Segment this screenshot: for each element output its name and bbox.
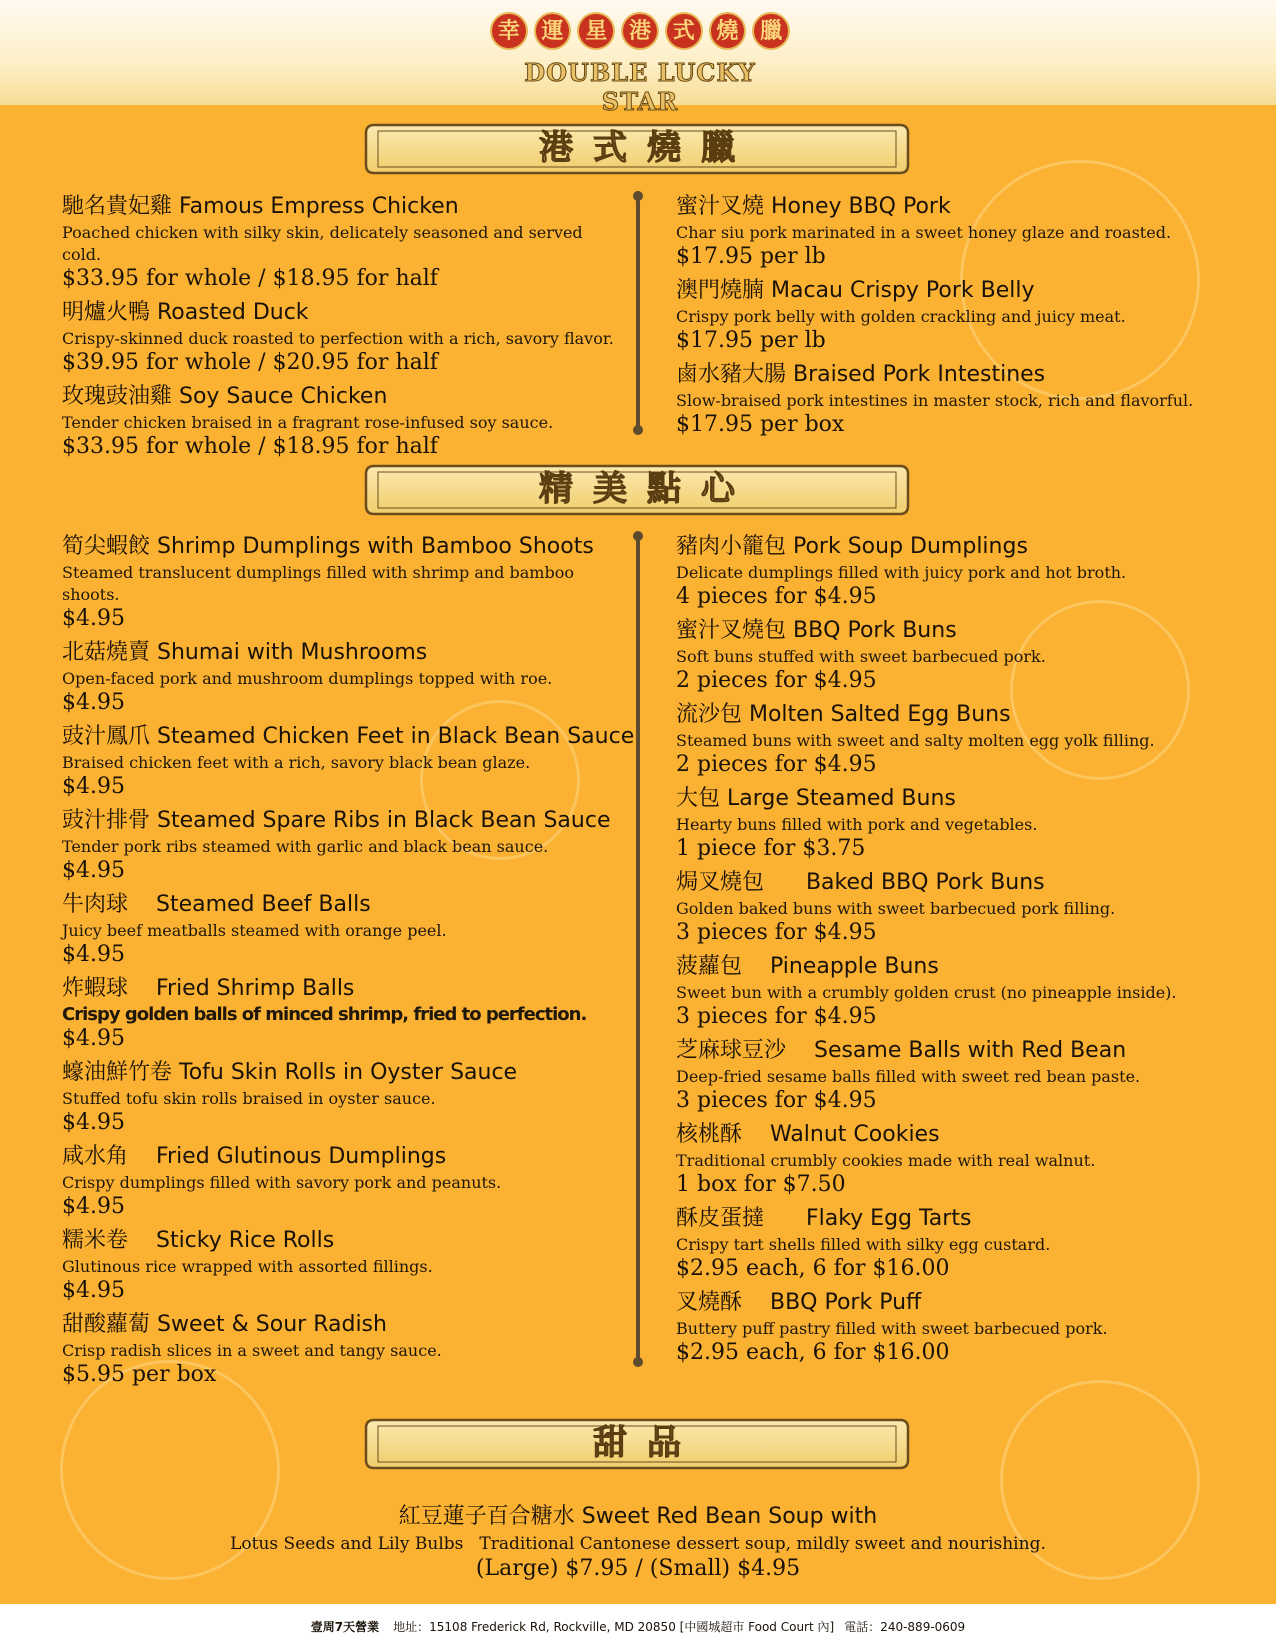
item-price: $4.95 — [62, 1278, 125, 1303]
dessert-item — [0, 1502, 1276, 1582]
item-name: 酥皮蛋撻 Flaky Egg Tarts — [676, 1206, 972, 1231]
menu-item — [62, 1310, 622, 1388]
item-description: Traditional Cantonese dessert soup, mildly sweet and nourishing. — [479, 1534, 1046, 1554]
dimsum-left-column — [62, 532, 635, 1394]
item-description: Traditional crumbly cookies made with real walnut. — [676, 1151, 1096, 1170]
item-name: 焗叉燒包 Baked BBQ Pork Buns — [676, 870, 1045, 895]
item-name: 咸水角 Fried Glutinous Dumplings — [62, 1144, 447, 1169]
item-name: 紅豆蓮子百合糖水 Sweet Red Bean Soup with — [398, 1504, 878, 1529]
menu-item — [62, 974, 622, 1052]
item-price: 4 pieces for $4.95 — [676, 584, 877, 609]
item-description: Soft buns stuffed with sweet barbecued pork. — [676, 647, 1046, 666]
logo-char: 星 — [577, 12, 615, 50]
menu-item — [676, 784, 1236, 862]
column-divider — [636, 536, 640, 1362]
item-name: 菠蘿包 Pineapple Buns — [676, 954, 939, 979]
item-name: 甜酸蘿蔔 Sweet & Sour Radish — [62, 1312, 387, 1337]
logo-char: 式 — [665, 12, 703, 50]
menu-item — [676, 952, 1236, 1030]
menu-item — [676, 532, 1236, 610]
item-price: 1 piece for $3.75 — [676, 836, 866, 861]
item-name: 牛肉球 Steamed Beef Balls — [62, 892, 371, 917]
dimsum-right-column — [676, 532, 1236, 1372]
column-divider — [636, 196, 640, 430]
footer-bar — [0, 1604, 1276, 1650]
item-name: 大包 Large Steamed Buns — [676, 786, 956, 811]
item-name: 蠔油鮮竹卷 Tofu Skin Rolls in Oyster Sauce — [62, 1060, 518, 1085]
item-price: 1 box for $7.50 — [676, 1172, 846, 1197]
logo-char: 燒 — [709, 12, 747, 50]
menu-item — [676, 868, 1236, 946]
menu-item — [62, 1142, 622, 1220]
menu-item — [676, 1120, 1236, 1198]
item-name: 鹵水豬大腸 Braised Pork Intestines — [676, 362, 1046, 387]
item-description: Crisp radish slices in a sweet and tangy sauce. — [62, 1341, 442, 1360]
menu-item — [676, 1288, 1236, 1366]
item-description: Steamed translucent dumplings filled with shrimp and bamboo shoots. — [62, 563, 574, 604]
item-name: 核桃酥 Walnut Cookies — [676, 1122, 940, 1147]
item-description: Golden baked buns with sweet barbecued pork filling. — [676, 899, 1116, 918]
item-price: $33.95 for whole / $18.95 for half — [62, 266, 438, 291]
menu-item — [676, 1036, 1236, 1114]
item-description: Buttery puff pastry filled with sweet barbecued pork. — [676, 1319, 1108, 1338]
item-name: 流沙包 Molten Salted Egg Buns — [676, 702, 1011, 727]
item-price: $4.95 — [62, 1110, 125, 1135]
item-name: 明爐火鴨 Roasted Duck — [62, 300, 309, 325]
logo-char: 幸 — [490, 12, 528, 50]
item-name: 糯米卷 Sticky Rice Rolls — [62, 1228, 335, 1253]
dessert-detail-row — [0, 1532, 1276, 1556]
item-name: 蜜汁叉燒包 BBQ Pork Buns — [676, 618, 957, 643]
business-hours: 壹周7天營業 — [310, 1620, 380, 1634]
section-banner-dessert — [362, 1416, 912, 1472]
item-description: Crispy pork belly with golden crackling and juicy meat. — [676, 307, 1126, 326]
item-price: $4.95 — [62, 1194, 125, 1219]
menu-item — [62, 382, 622, 460]
item-description: Steamed buns with sweet and salty molten egg yolk filling. — [676, 731, 1155, 750]
menu-item — [62, 806, 622, 884]
item-name: 筍尖蝦餃 Shrimp Dumplings with Bamboo Shoots — [62, 534, 594, 559]
section-banner-roast — [362, 121, 912, 177]
section-title: 精美點心 — [539, 469, 755, 509]
brand-logo — [490, 12, 790, 116]
logo-chinese-name — [490, 12, 790, 50]
logo-char: 港 — [621, 12, 659, 50]
item-price: $39.95 for whole / $20.95 for half — [62, 350, 438, 375]
item-price: $17.95 per box — [676, 412, 845, 437]
item-price: $4.95 — [62, 858, 125, 883]
item-name-continued: Lotus Seeds and Lily Bulbs — [230, 1534, 464, 1554]
item-price: 3 pieces for $4.95 — [676, 1088, 877, 1113]
item-name: 北菇燒賣 Shumai with Mushrooms — [62, 640, 428, 665]
item-price: 3 pieces for $4.95 — [676, 920, 877, 945]
logo-char: 運 — [534, 12, 572, 50]
item-description: Char siu pork marinated in a sweet honey glaze and roasted. — [676, 223, 1172, 242]
item-price: $33.95 for whole / $18.95 for half — [62, 434, 438, 459]
item-name: 馳名貴妃雞 Famous Empress Chicken — [62, 194, 459, 219]
item-price: $2.95 each, 6 for $16.00 — [676, 1340, 950, 1365]
phone-number: 電話：240-889-0609 — [844, 1620, 966, 1634]
item-price: 2 pieces for $4.95 — [676, 668, 877, 693]
roast-right-column — [676, 192, 1236, 444]
item-price: $17.95 per lb — [676, 244, 826, 269]
menu-item — [62, 298, 622, 376]
section-banner-dimsum — [362, 462, 912, 518]
menu-item — [62, 638, 622, 716]
item-price: $5.95 per box — [62, 1362, 217, 1387]
item-name: 澳門燒腩 Macau Crispy Pork Belly — [676, 278, 1035, 303]
menu-item — [676, 616, 1236, 694]
item-description: Braised chicken feet with a rich, savory black bean glaze. — [62, 753, 531, 772]
logo-char: 臘 — [752, 12, 790, 50]
item-description: Hearty buns filled with pork and vegetables. — [676, 815, 1038, 834]
logo-english-name: DOUBLE LUCKY STAR — [524, 58, 756, 116]
item-price: $4.95 — [62, 1026, 125, 1051]
item-name: 豉汁鳳爪 Steamed Chicken Feet in Black Bean Sauce — [62, 724, 635, 749]
item-name: 豬肉小籠包 Pork Soup Dumplings — [676, 534, 1028, 559]
item-description: Crispy tart shells filled with silky egg custard. — [676, 1235, 1051, 1254]
menu-item — [676, 1204, 1236, 1282]
menu-item — [62, 722, 635, 800]
item-description: Slow-braised pork intestines in master stock, rich and flavorful. — [676, 391, 1194, 410]
item-description: Poached chicken with silky skin, delicately seasoned and served cold. — [62, 223, 583, 264]
roast-left-column — [62, 192, 622, 466]
menu-item — [62, 890, 622, 968]
section-title: 甜品 — [593, 1423, 701, 1463]
item-price: $4.95 — [62, 606, 125, 631]
item-name: 芝麻球豆沙 Sesame Balls with Red Bean — [676, 1038, 1127, 1063]
item-price: $2.95 each, 6 for $16.00 — [676, 1256, 950, 1281]
menu-item — [676, 192, 1236, 270]
address: 地址：15108 Frederick Rd, Rockville, MD 20850 [中國城超市 Food Court 內] — [393, 1620, 835, 1634]
item-description: Delicate dumplings filled with juicy pork and hot broth. — [676, 563, 1127, 582]
header-band — [0, 0, 1276, 116]
item-price: 2 pieces for $4.95 — [676, 752, 877, 777]
item-price: 3 pieces for $4.95 — [676, 1004, 877, 1029]
item-name: 炸蝦球 Fried Shrimp Balls — [62, 976, 355, 1001]
item-description: Sweet bun with a crumbly golden crust (no pineapple inside). — [676, 983, 1177, 1002]
item-name: 叉燒酥 BBQ Pork Puff — [676, 1290, 922, 1315]
item-name: 豉汁排骨 Steamed Spare Ribs in Black Bean Sauce — [62, 808, 611, 833]
item-description: Crispy dumplings filled with savory pork and peanuts. — [62, 1173, 502, 1192]
item-description: Crispy golden balls of minced shrimp, fried to perfection. — [62, 1004, 587, 1025]
menu-item — [62, 192, 622, 292]
item-description: Juicy beef meatballs steamed with orange peel. — [62, 921, 447, 940]
item-price: $4.95 — [62, 774, 125, 799]
item-price: $4.95 — [62, 942, 125, 967]
item-description: Tender chicken braised in a fragrant rose-infused soy sauce. — [62, 413, 554, 432]
item-description: Glutinous rice wrapped with assorted fillings. — [62, 1257, 433, 1276]
item-description: Stuffed tofu skin rolls braised in oyster sauce. — [62, 1089, 436, 1108]
menu-item — [676, 700, 1236, 778]
section-title: 港式燒臘 — [539, 128, 755, 168]
item-description: Open-faced pork and mushroom dumplings topped with roe. — [62, 669, 553, 688]
item-name: 玫瑰豉油雞 Soy Sauce Chicken — [62, 384, 388, 409]
item-price: $4.95 — [62, 690, 125, 715]
item-price: (Large) $7.95 / (Small) $4.95 — [475, 1556, 801, 1581]
item-description: Tender pork ribs steamed with garlic and black bean sauce. — [62, 837, 549, 856]
item-price: $17.95 per lb — [676, 328, 826, 353]
item-description: Deep-fried sesame balls filled with sweet red bean paste. — [676, 1067, 1141, 1086]
item-name: 蜜汁叉燒 Honey BBQ Pork — [676, 194, 951, 219]
menu-item — [62, 532, 622, 632]
menu-item — [62, 1226, 622, 1304]
menu-item — [676, 276, 1236, 354]
item-description: Crispy-skinned duck roasted to perfection with a rich, savory flavor. — [62, 329, 614, 348]
menu-item — [62, 1058, 622, 1136]
menu-item — [676, 360, 1236, 438]
